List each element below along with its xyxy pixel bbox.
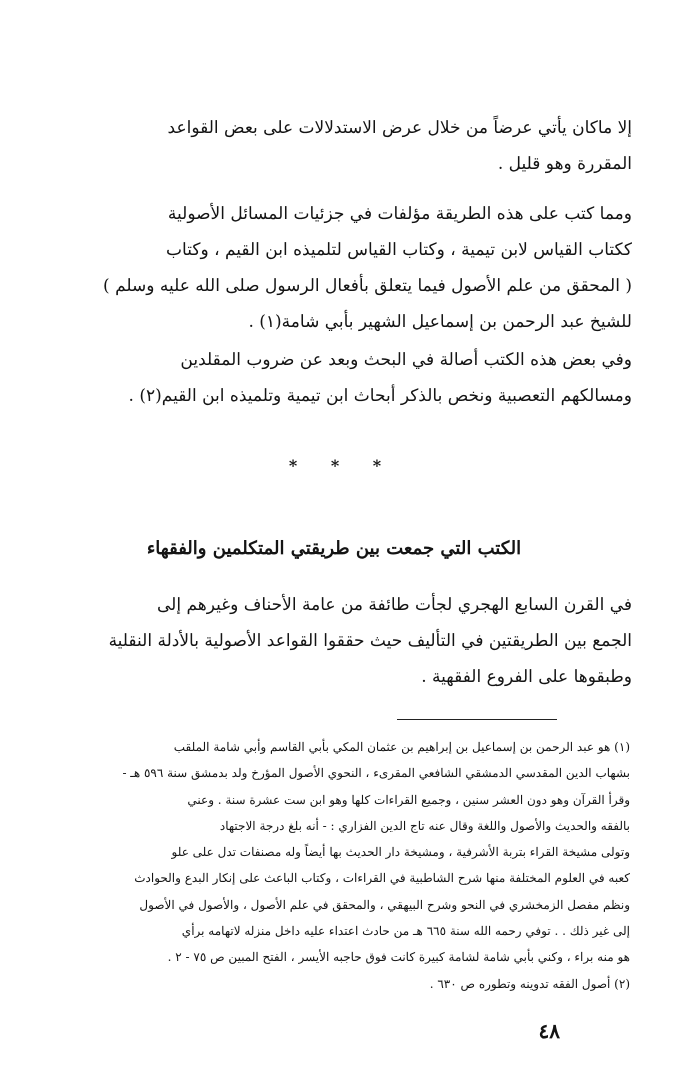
text-line: المقررة وهو قليل . [497, 154, 632, 174]
text-line: في القرن السابع الهجري لجأت طائفة من عامة الأحناف وغيرهم إلى [156, 595, 632, 615]
footnote-line: هو منه براء ، وكني بأبي شامة لشامة كبيرة كانت فوق حاجبه الأيسر ، الفتح المبين ص ٧٥ - ٢ . [167, 950, 630, 965]
text-line: ككتاب القياس لابن تيمية ، وكتاب القياس لتلميذه ابن القيم ، وكتاب [166, 240, 632, 260]
text-line: وفي بعض هذه الكتب أصالة في البحث وبعد عن ضروب المقلدين [180, 350, 632, 370]
footnote-line: بالفقه والحديث والأصول واللغة وقال عنه تاج الدين الفزاري : - أنه بلغ درجة الاجتهاد [219, 818, 630, 833]
section-heading: الكتب التي جمعت بين طريقتي المتكلمين والفقهاء [146, 538, 522, 559]
footnote-line: إلى غير ذلك . . توفي رحمه الله سنة ٦٦٥ هـ من حادث اعتداء عليه داخل منزله لاتهامه برأي [181, 924, 630, 939]
footnote-line: بشهاب الدين المقدسي الدمشقي الشافعي المقرىء ، النحوي الأصول المؤرخ ولد بدمشق سنة ٥٩٦ هـ - [122, 766, 630, 781]
text-line: ومسالكهم التعصبية ونخص بالذكر أبحاث ابن تيمية وتلميذه ابن القيم(٢) . [128, 386, 632, 406]
text-line: ( المحقق من علم الأصول فيما يتعلق بأفعال الرسول صلى الله عليه وسلم ) [103, 276, 632, 296]
section-separator: * * * [288, 456, 396, 475]
text-line: وطبقوها على الفروع الفقهية . [421, 667, 632, 687]
text-line: للشيخ عبد الرحمن بن إسماعيل الشهير بأبي شامة(١) . [248, 312, 632, 332]
footnote-line: وقرأ القرآن وهو دون العشر سنين ، وجميع القراءات كلها وهو ابن ست عشرة سنة . وعني [187, 792, 630, 807]
footnote-line: كعبه في العلوم المختلفة منها شرح الشاطبية في القراءات ، وكتاب الباعث على إنكار البدع والحوادث [134, 871, 630, 886]
footnote-line: (١) هو عبد الرحمن بن إسماعيل بن إبراهيم بن عثمان المكي بأبي القاسم وأبي شامة الملقب [173, 740, 630, 754]
paragraph-3 [36, 342, 632, 414]
footnote-line: ونظم مفصل الزمخشري في النحو وشرح البيهقي ، والمحقق في علم الأصول ، والأصول في الأصول [139, 897, 630, 912]
text-line: إلا ماكان يأتي عرضاً من خلال عرض الاستدلالات على بعض القواعد [167, 118, 632, 138]
footnotes [40, 734, 630, 997]
paragraph-2 [36, 196, 632, 340]
page-number: ٤٨ [538, 1019, 560, 1043]
paragraph-1 [36, 110, 632, 182]
section-paragraph [36, 587, 632, 695]
footnote-line: (٢) أصول الفقه تدوينه وتطوره ص ٦٣٠ . [429, 976, 630, 991]
footnote-line: وتولى مشيخة القراء بتربة الأشرفية ، ومشيخة دار الحديث بها أيضاً وله مصنفات تدل على علو [171, 845, 630, 860]
text-line: الجمع بين الطريقتين في التأليف حيث حققوا القواعد الأصولية بالأدلة النقلية [108, 631, 632, 651]
text-line: ومما كتب على هذه الطريقة مؤلفات في جزئيات المسائل الأصولية [167, 204, 632, 224]
footnote-divider [397, 719, 557, 720]
